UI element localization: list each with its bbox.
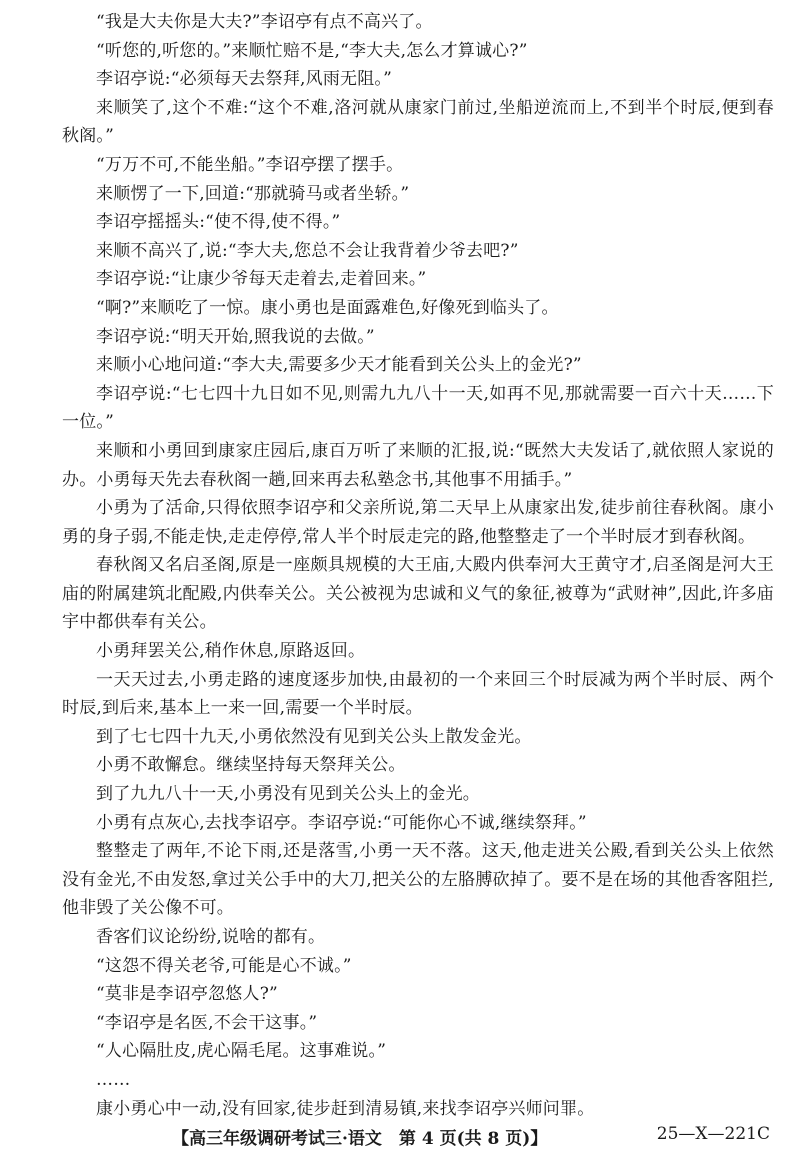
- paragraph: 整整走了两年,不论下雨,还是落雪,小勇一天不落。这天,他走进关公殿,看到关公头上依然没有金光,不由发怒,拿过关公手中的大刀,把关公的左胳膊砍掉了。要不是在场的其他香客阻拦,他非毁了关公像不可。: [62, 841, 774, 919]
- paragraph: 小勇为了活命,只得依照李诏亭和父亲所说,第二天早上从康家出发,徒步前往春秋阁。康小勇的身子弱,不能走快,走走停停,常人半个时辰走完的路,他整整走了一个半时辰才到春秋阁。: [62, 498, 774, 547]
- paragraph: “啊?”来顺吃了一惊。康小勇也是面露难色,好像死到临头了。: [96, 297, 559, 318]
- exam-title: 【高三年级调研考试三·语文 第 4 页(共 8 页)】: [172, 1129, 548, 1149]
- paragraph: 来顺不高兴了,说:“李大夫,您总不会让我背着少爷去吧?”: [96, 240, 519, 261]
- paragraph: “听您的,听您的。”来顺忙赔不是,“李大夫,怎么才算诚心?”: [96, 40, 528, 61]
- paragraph: 春秋阁又名启圣阁,原是一座颇具规模的大王庙,大殿内供奉河大王黄守才,启圣阁是河大王庙的附属建筑北配殿,内供奉关公。关公被视为忠诚和义气的象征,被尊为“武财神”,因此,许多庙宇中都供奉有关公。: [62, 555, 774, 633]
- paragraph: “我是大夫你是大夫?”李诏亭有点不高兴了。: [96, 12, 433, 32]
- paragraph: 来顺小心地问道:“李大夫,需要多少天才能看到关公头上的金光?”: [96, 355, 582, 376]
- paragraph: “人心隔肚皮,虎心隔毛尾。这事难说。”: [96, 1041, 387, 1062]
- paragraph: 小勇拜罢关公,稍作休息,原路返回。: [96, 641, 366, 662]
- paragraph: 李诏亭说:“必须每天去祭拜,风雨无阻。”: [96, 69, 393, 90]
- paragraph: ……: [96, 1069, 131, 1090]
- exam-code: 25—X—221C: [656, 1124, 770, 1144]
- paragraph: 小勇不敢懈怠。继续坚持每天祭拜关公。: [96, 755, 406, 776]
- paragraph: 李诏亭摇摇头:“使不得,使不得。”: [96, 212, 341, 233]
- paragraph: 康小勇心中一动,没有回家,徒步赶到清易镇,来找李诏亭兴师问罪。: [96, 1098, 595, 1119]
- paragraph: 来顺愣了一下,回道:“那就骑马或者坐轿。”: [96, 183, 410, 204]
- paragraph: 到了九九八十一天,小勇没有见到关公头上的金光。: [96, 784, 481, 805]
- paragraph: “莫非是李诏亭忽悠人?”: [96, 984, 278, 1005]
- paragraph: 来顺和小勇回到康家庄园后,康百万听了来顺的汇报,说:“既然大夫发话了,就依照人家说的办。小勇每天先去春秋阁一趟,回来再去私塾念书,其他事不用插手。”: [62, 440, 774, 490]
- paragraph: 来顺笑了,这个不难:“这个不难,洛河就从康家门前过,坐船逆流而上,不到半个时辰,便到春秋阁。”: [62, 97, 774, 147]
- paragraph: 李诏亭说:“让康少爷每天走着去,走着回来。”: [96, 269, 427, 290]
- paragraph: 李诏亭说:“明天开始,照我说的去做。”: [96, 326, 375, 347]
- page-footer: [0, 1124, 800, 1152]
- paragraph: “李诏亭是名医,不会干这事。”: [96, 1012, 318, 1033]
- paragraph: 一天天过去,小勇走路的速度逐步加快,由最初的一个来回三个时辰减为两个半时辰、两个时辰,到后来,基本上一来一回,需要一个半时辰。: [62, 669, 774, 719]
- paragraph: 李诏亭说:“七七四十九日如不见,则需九九八十一天,如再不见,那就需要一百六十天……下一位。”: [62, 383, 774, 433]
- paragraph: “万万不可,不能坐船。”李诏亭摆了摆手。: [96, 154, 404, 175]
- document-body: [62, 8, 774, 1123]
- paragraph: 香客们议论纷纷,说啥的都有。: [96, 927, 326, 947]
- paragraph: 小勇有点灰心,去找李诏亭。李诏亭说:“可能你心不诚,继续祭拜。”: [96, 812, 587, 833]
- paragraph: “这怨不得关老爷,可能是心不诚。”: [96, 955, 352, 976]
- paragraph: 到了七七四十九天,小勇依然没有见到关公头上散发金光。: [96, 726, 532, 747]
